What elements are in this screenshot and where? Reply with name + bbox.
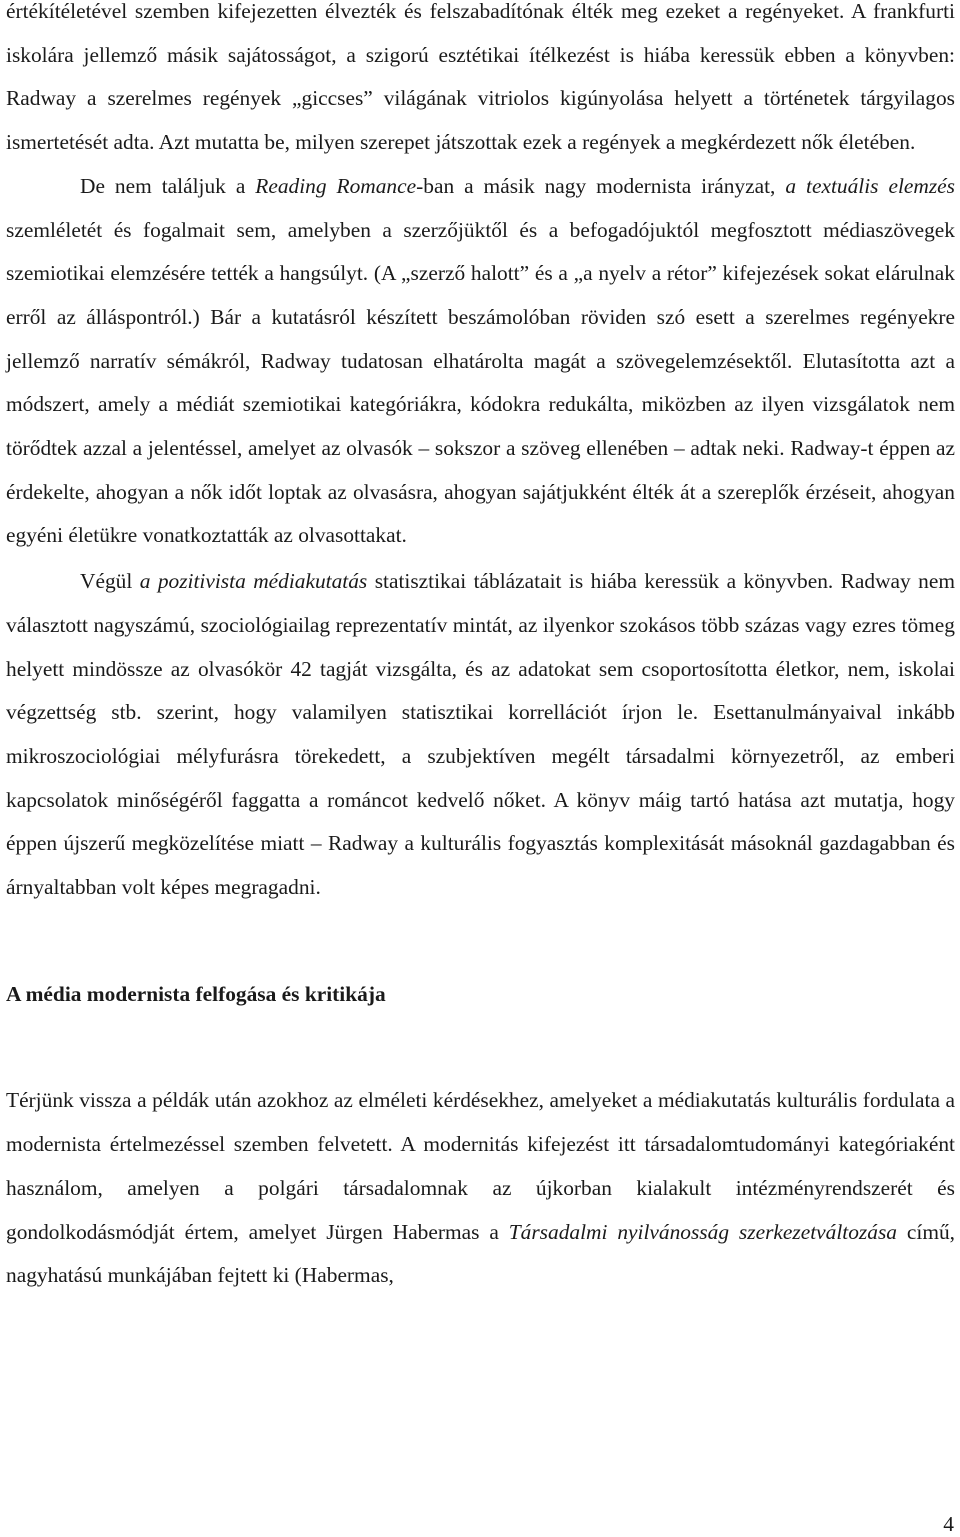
- spacer: [6, 1016, 955, 1079]
- paragraph-1-line-3: hiába keressük ebben a könyvben: Radway a szerelmes regények „giccses” világának vitriolos: [6, 42, 955, 111]
- paragraph-modernity: [6, 1079, 955, 1298]
- paragraph-3-text-1: Végül: [80, 569, 140, 594]
- paragraph-1-line-2: regényeket. A frankfurti iskolára jellemző másik sajátosságot, a szigorú esztétikai ítélkezést is: [6, 0, 955, 67]
- spacer: [6, 910, 955, 973]
- term-textual-analysis: a textuális elemzés: [785, 173, 955, 198]
- paragraph-3-text-2: statisztikai táblázatait is hiába keressük a könyvben. Radway nem választott nagyszámú, szociológiailag reprezentatív mintát, az ilyenkor szokásos több százas vagy ezres tömeg helyett mindössze az olvasókör 42 tagját vizsgálta, és az adatokat sem csoportosította életkor, nem, iskolai végzettség stb. szerint, hogy valamilyen statisztikai korrellációt írjon le. Esettanulmányaival inkább mikroszociológiai mélyfurásra törekedett, a szubjektíven megélt társadalmi környezetről, az emberi kapcsolatok minőségéről faggatta a románcot kedvelő nőket. A könyv máig tartó hatása azt mutatja, hogy éppen újszerű megközelítése miatt – Radway a kulturális fogyasztás komplexitását másoknál gazdagabban és árnyaltabban volt képes megragadni.: [6, 569, 956, 900]
- term-positivist-media-research: a pozitivista médiakutatás: [139, 569, 368, 594]
- section-heading: A média modernista felfogása és kritikája: [6, 981, 386, 1006]
- paragraph-4-text-1: Térjünk vissza a példák után azokhoz az elméleti kérdésekhez, amelyeket a médiakutatás kulturális fordulata a modernista értelmezéssel szemben felvetett. A modernitás kifejezést itt társadalomtudományi kategóriaként használom, amelyen a polgári társadalomnak az újkorban kialakult intézményrendszerét és gondolkodásmódját értem, amelyet Jürgen Habermas a: [6, 1088, 955, 1244]
- paragraph-continuation: [6, 0, 955, 165]
- paragraph-2-text-3: szemléletét és fogalmait sem, amelyben a szerzőjüktől és a befogadójuktól megfosztott médiaszövegek szemiotikai elemzésére tették a hangsúlyt. (A „szerző halott” és a „a nyelv a rétor” kifejezések sokat elárulnak erről az álláspontról.) Bár a kutatásról készített beszámolóban röviden szó esett a szerelmes regényekre jellemző narratív sémákról, Radway tudatosan elhatárolta magát a szövegelemzésektől. Elutasította azt a módszert, amely a médiát szemiotikai kategóriákra, kódokra redukálta, miközben az ilyen vizsgálatok nem törődtek azzal a jelentéssel, amelyet az olvasók – sokszor a szöveg ellenében – adtak neki. Radway-t éppen az érdekelte, ahogyan a nők időt loptak az olvasásra, ahogyan sajátjukként élték át a szereplők érzéseit, ahogyan egyéni életükre vonatkoztatták az olvasottakat.: [6, 217, 955, 548]
- document-page: [6, 0, 955, 1298]
- paragraph-1-line-4: kigúnyolása helyett a történetek tárgyilagos ismertetését adta. Azt mutatta be, milyen szerepet: [6, 86, 955, 155]
- paragraph-4-text-2: című, nagyhatású munkájában fejtett ki (Habermas,: [6, 1219, 955, 1288]
- page-number: 4: [943, 1512, 954, 1536]
- book-title-habermas: Társadalmi nyilvánosság szerkezetváltozása: [508, 1219, 897, 1244]
- paragraph-positivist-research: [6, 560, 955, 910]
- book-title-reading-romance: Reading Romance: [255, 173, 417, 198]
- paragraph-1-line-1: értékítéletével szemben kifejezetten élvezték és felszabadítónak élték meg ezeket a: [6, 0, 738, 23]
- paragraph-2-text-2: -ban a másik nagy modernista irányzat,: [416, 173, 786, 198]
- paragraph-1-line-5: játszottak ezek a regények a megkérdezett nők életében.: [435, 130, 916, 155]
- paragraph-textual-analysis: [6, 165, 955, 558]
- paragraph-2-text-1: De nem találjuk a: [80, 173, 256, 198]
